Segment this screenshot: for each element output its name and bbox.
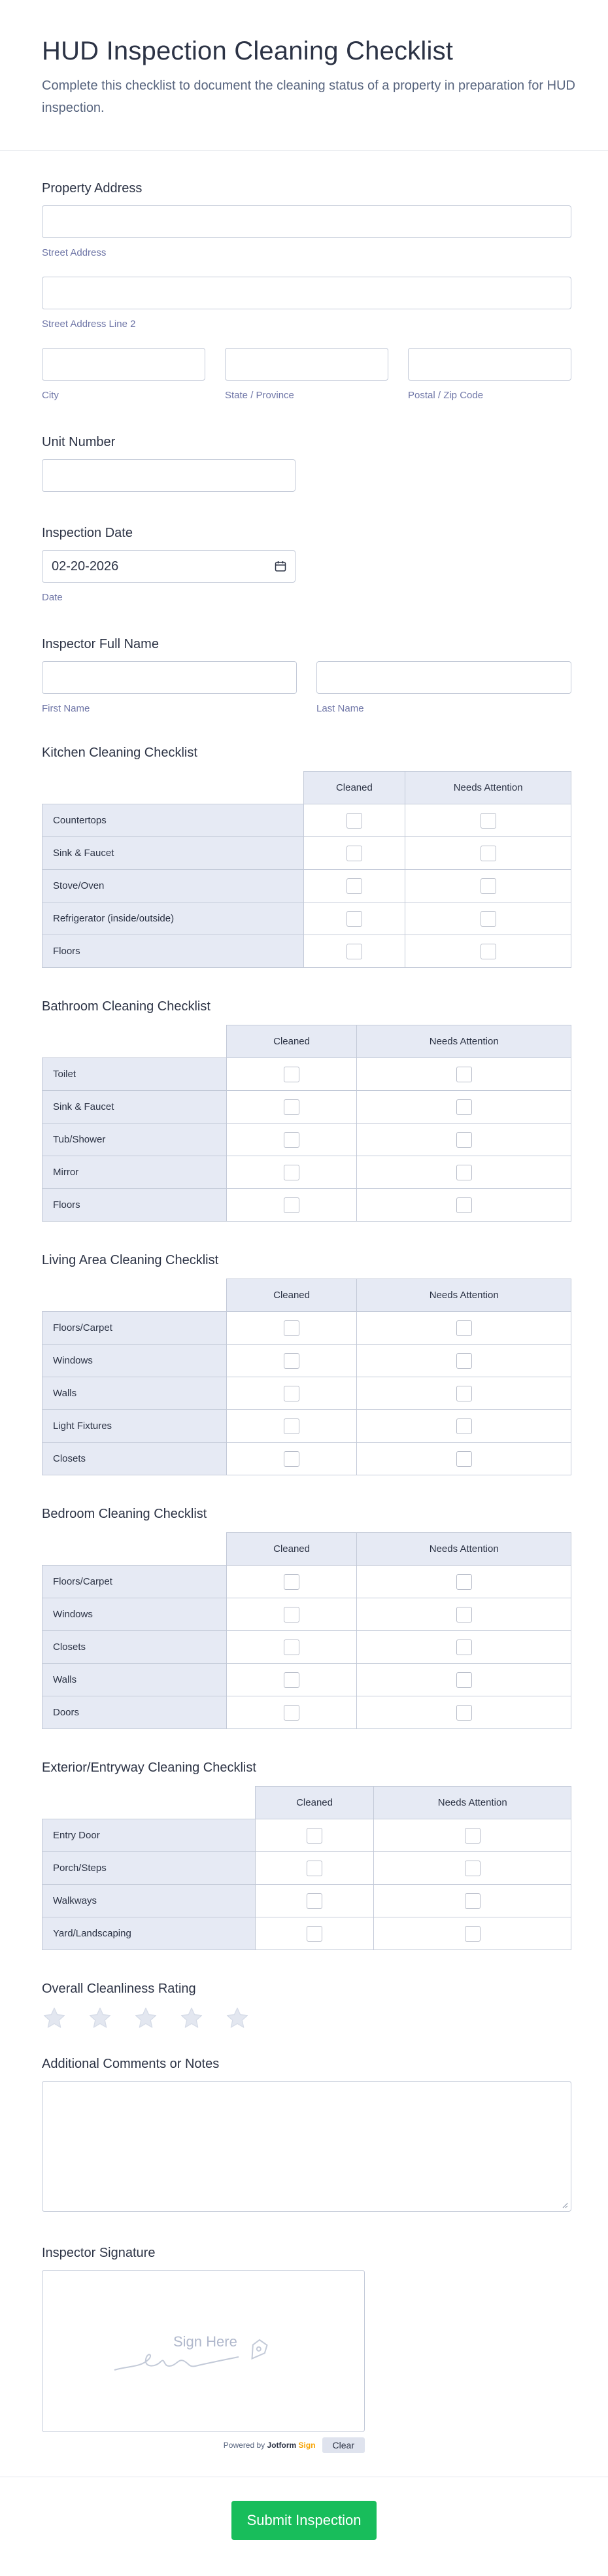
matrix-cell (226, 1566, 357, 1598)
matrix-corner (42, 1533, 227, 1566)
matrix-row (42, 804, 571, 837)
matrix-cell (303, 804, 405, 837)
state-group (225, 348, 388, 401)
checkbox[interactable] (456, 1574, 472, 1590)
matrix-row (42, 1377, 571, 1410)
matrix-corner (42, 1787, 256, 1819)
signature-placeholder: Sign Here (173, 2333, 237, 2350)
matrix-row (42, 935, 571, 968)
form-subtitle: Complete this checklist to document the cleaning status of a property in preparation for HUD inspection. (42, 78, 575, 115)
checkbox[interactable] (284, 1132, 299, 1148)
matrix-row-label: Tub/Shower (42, 1124, 227, 1156)
checkbox[interactable] (465, 1893, 481, 1909)
bathroom-matrix-table (42, 1025, 571, 1222)
matrix-cell (357, 1410, 571, 1443)
matrix-row-label: Floors (42, 935, 304, 968)
matrix-cell (226, 1124, 357, 1156)
checkbox[interactable] (307, 1861, 322, 1876)
matrix-cell (405, 902, 571, 935)
inspector-name-row (42, 661, 571, 714)
checkbox[interactable] (284, 1640, 299, 1655)
matrix-row-label: Light Fixtures (42, 1410, 227, 1443)
powered-by-text (224, 2441, 316, 2450)
matrix-cell (226, 1345, 357, 1377)
brand-name: Jotform (267, 2441, 297, 2450)
checkbox[interactable] (284, 1165, 299, 1180)
matrix-row-label: Walls (42, 1664, 227, 1696)
matrix-cell (357, 1156, 571, 1189)
matrix-row (42, 1312, 571, 1345)
kitchen-checklist-title: Kitchen Cleaning Checklist (42, 746, 197, 760)
unit-number-input[interactable] (42, 459, 296, 492)
matrix-row-label: Sink & Faucet (42, 837, 304, 870)
clear-signature-button[interactable]: Clear (322, 2437, 365, 2453)
matrix-cell (255, 1819, 374, 1852)
street-address-sublabel: Street Address (42, 247, 107, 258)
inspection-date-value: 02-20-2026 (52, 558, 119, 574)
first-name-group (42, 661, 297, 714)
exterior-matrix-table (42, 1786, 571, 1950)
matrix-column-header: Cleaned (226, 1533, 357, 1566)
matrix-cell (357, 1345, 571, 1377)
matrix-row-label: Sink & Faucet (42, 1091, 227, 1124)
last-name-sublabel: Last Name (316, 703, 364, 714)
matrix-cell (357, 1696, 571, 1729)
checkbox[interactable] (346, 944, 362, 959)
checkbox[interactable] (481, 813, 496, 829)
matrix-row (42, 1598, 571, 1631)
matrix-cell (255, 1917, 374, 1950)
matrix-row-label: Entry Door (42, 1819, 256, 1852)
matrix-cell (357, 1598, 571, 1631)
comments-field (42, 2057, 571, 2212)
checkbox[interactable] (307, 1828, 322, 1844)
matrix-cell (357, 1443, 571, 1475)
exterior-checklist-title: Exterior/Entryway Cleaning Checklist (42, 1760, 256, 1775)
matrix-cell (226, 1156, 357, 1189)
matrix-column-header: Needs Attention (405, 772, 571, 804)
signature-label: Inspector Signature (42, 2246, 156, 2260)
signature-pad[interactable] (42, 2270, 365, 2432)
matrix-row (42, 1124, 571, 1156)
state-sublabel: State / Province (225, 390, 294, 401)
matrix-column-header: Needs Attention (357, 1025, 571, 1058)
inspector-name-label: Inspector Full Name (42, 637, 159, 651)
star-icon[interactable] (42, 2006, 67, 2031)
star-icon[interactable] (88, 2006, 112, 2031)
checkbox[interactable] (284, 1451, 299, 1467)
matrix-cell (303, 902, 405, 935)
kitchen-checklist (42, 746, 571, 968)
inspection-date-label: Inspection Date (42, 526, 133, 540)
matrix-column-header: Needs Attention (357, 1279, 571, 1312)
matrix-row-label: Walkways (42, 1885, 256, 1917)
checkbox[interactable] (465, 1828, 481, 1844)
checkbox[interactable] (465, 1861, 481, 1876)
unit-number-field (42, 435, 571, 492)
matrix-cell (357, 1377, 571, 1410)
matrix-column-header: Needs Attention (357, 1533, 571, 1566)
checkbox[interactable] (456, 1353, 472, 1369)
zip-sublabel: Postal / Zip Code (408, 390, 484, 401)
matrix-row (42, 1091, 571, 1124)
matrix-row-label: Floors (42, 1189, 227, 1222)
matrix-row (42, 1156, 571, 1189)
inspection-date-sublabel: Date (42, 592, 63, 603)
checkbox[interactable] (456, 1451, 472, 1467)
matrix-row (42, 1058, 571, 1091)
first-name-sublabel: First Name (42, 703, 90, 714)
matrix-row-label: Stove/Oven (42, 870, 304, 902)
matrix-corner (42, 1025, 227, 1058)
checkbox[interactable] (456, 1418, 472, 1434)
checkbox[interactable] (346, 911, 362, 927)
matrix-cell (357, 1058, 571, 1091)
zip-group (408, 348, 571, 401)
signature-field (42, 2246, 571, 2453)
matrix-row-label: Floors/Carpet (42, 1312, 227, 1345)
matrix-cell (226, 1058, 357, 1091)
checkbox[interactable] (284, 1099, 299, 1115)
matrix-row-label: Countertops (42, 804, 304, 837)
exterior-checklist (42, 1760, 571, 1950)
checkbox[interactable] (346, 878, 362, 894)
inspection-date-input[interactable] (42, 550, 296, 583)
calendar-icon[interactable] (274, 560, 287, 573)
matrix-row-label: Doors (42, 1696, 227, 1729)
matrix-cell (226, 1664, 357, 1696)
unit-number-label: Unit Number (42, 435, 116, 449)
matrix-cell (303, 837, 405, 870)
checkbox[interactable] (456, 1132, 472, 1148)
checkbox[interactable] (456, 1705, 472, 1721)
matrix-row-label: Toilet (42, 1058, 227, 1091)
living-area-checklist-title: Living Area Cleaning Checklist (42, 1253, 219, 1267)
matrix-row-label: Porch/Steps (42, 1852, 256, 1885)
checkbox[interactable] (284, 1418, 299, 1434)
form-header (0, 0, 608, 151)
checkbox[interactable] (481, 911, 496, 927)
star-icon[interactable] (179, 2006, 204, 2031)
city-sublabel: City (42, 390, 59, 401)
matrix-cell (405, 935, 571, 968)
matrix-cell (226, 1091, 357, 1124)
matrix-cell (226, 1410, 357, 1443)
checkbox[interactable] (307, 1893, 322, 1909)
matrix-cell (255, 1885, 374, 1917)
street-address-line2-input[interactable] (42, 277, 571, 309)
street-address-input[interactable] (42, 205, 571, 238)
checkbox[interactable] (456, 1386, 472, 1401)
matrix-column-header: Cleaned (226, 1279, 357, 1312)
state-input[interactable] (225, 348, 388, 381)
matrix-cell (357, 1189, 571, 1222)
matrix-row (42, 1917, 571, 1950)
checkbox[interactable] (481, 846, 496, 861)
checkbox[interactable] (465, 1926, 481, 1942)
brand-sign: Sign (298, 2441, 316, 2450)
last-name-group (316, 661, 571, 714)
matrix-cell (357, 1566, 571, 1598)
checkbox[interactable] (307, 1926, 322, 1942)
form-body (0, 181, 608, 2453)
checkbox[interactable] (284, 1574, 299, 1590)
property-address-field (42, 181, 571, 401)
form-footer (0, 2477, 608, 2576)
matrix-cell (374, 1819, 571, 1852)
checkbox[interactable] (456, 1165, 472, 1180)
matrix-row-label: Closets (42, 1631, 227, 1664)
star-icon[interactable] (133, 2006, 158, 2031)
matrix-row (42, 1819, 571, 1852)
checkbox[interactable] (481, 944, 496, 959)
cleanliness-rating-field (42, 1982, 571, 2031)
matrix-cell (303, 935, 405, 968)
city-group (42, 348, 205, 401)
checkbox[interactable] (284, 1705, 299, 1721)
matrix-row (42, 1410, 571, 1443)
checkbox[interactable] (456, 1320, 472, 1336)
checkbox[interactable] (456, 1640, 472, 1655)
matrix-cell (226, 1598, 357, 1631)
checkbox[interactable] (456, 1672, 472, 1688)
city-input[interactable] (42, 348, 205, 381)
checkbox[interactable] (284, 1607, 299, 1623)
matrix-row (42, 1664, 571, 1696)
matrix-corner (42, 1279, 227, 1312)
matrix-cell (226, 1443, 357, 1475)
matrix-row-label: Mirror (42, 1156, 227, 1189)
checkbox[interactable] (284, 1386, 299, 1401)
bedroom-checklist-title: Bedroom Cleaning Checklist (42, 1507, 207, 1521)
matrix-cell (374, 1917, 571, 1950)
bathroom-checklist (42, 999, 571, 1222)
inspector-name-field (42, 637, 571, 714)
matrix-row (42, 1852, 571, 1885)
matrix-cell (226, 1189, 357, 1222)
matrix-cell (255, 1852, 374, 1885)
matrix-row-label: Windows (42, 1598, 227, 1631)
matrix-row-label: Yard/Landscaping (42, 1917, 256, 1950)
matrix-cell (357, 1124, 571, 1156)
checkbox[interactable] (284, 1197, 299, 1213)
matrix-row (42, 1189, 571, 1222)
matrix-cell (357, 1091, 571, 1124)
matrix-row (42, 1345, 571, 1377)
matrix-row (42, 1631, 571, 1664)
star-rating (42, 2006, 571, 2031)
cleanliness-rating-label: Overall Cleanliness Rating (42, 1982, 196, 1996)
matrix-cell (374, 1885, 571, 1917)
matrix-cell (357, 1631, 571, 1664)
matrix-column-header: Cleaned (226, 1025, 357, 1058)
matrix-row (42, 1566, 571, 1598)
checkbox[interactable] (456, 1197, 472, 1213)
matrix-row (42, 902, 571, 935)
matrix-cell (405, 837, 571, 870)
bathroom-checklist-title: Bathroom Cleaning Checklist (42, 999, 211, 1014)
checkbox[interactable] (456, 1099, 472, 1115)
matrix-cell (357, 1312, 571, 1345)
powered-by-label: Powered by (223, 2441, 265, 2450)
checkbox[interactable] (284, 1672, 299, 1688)
signature-footer (42, 2437, 365, 2453)
matrix-row (42, 1696, 571, 1729)
matrix-cell (357, 1664, 571, 1696)
matrix-cell (303, 870, 405, 902)
submit-button[interactable]: Submit Inspection (231, 2501, 377, 2540)
checkbox[interactable] (456, 1607, 472, 1623)
comments-textarea[interactable] (42, 2081, 571, 2212)
city-state-zip-row (42, 348, 571, 401)
matrix-cell (226, 1377, 357, 1410)
first-name-input[interactable] (42, 661, 297, 694)
matrix-row-label: Refrigerator (inside/outside) (42, 902, 304, 935)
matrix-column-header: Needs Attention (374, 1787, 571, 1819)
kitchen-matrix-table (42, 771, 571, 968)
resize-handle-icon[interactable] (562, 2202, 568, 2208)
zip-input[interactable] (408, 348, 571, 381)
checkbox[interactable] (284, 1353, 299, 1369)
property-address-label: Property Address (42, 181, 143, 196)
matrix-row-label: Walls (42, 1377, 227, 1410)
matrix-column-header: Cleaned (303, 772, 405, 804)
last-name-input[interactable] (316, 661, 571, 694)
matrix-row (42, 1885, 571, 1917)
matrix-cell (405, 870, 571, 902)
bedroom-matrix-table (42, 1532, 571, 1729)
comments-label: Additional Comments or Notes (42, 2057, 220, 2071)
checkbox[interactable] (456, 1067, 472, 1082)
inspection-date-field (42, 526, 571, 603)
matrix-row (42, 837, 571, 870)
matrix-row (42, 870, 571, 902)
matrix-row-label: Closets (42, 1443, 227, 1475)
checkbox[interactable] (346, 813, 362, 829)
checkbox[interactable] (481, 878, 496, 894)
matrix-column-header: Cleaned (255, 1787, 374, 1819)
star-icon[interactable] (225, 2006, 250, 2031)
checkbox[interactable] (284, 1067, 299, 1082)
matrix-cell (405, 804, 571, 837)
bedroom-checklist (42, 1507, 571, 1729)
matrix-cell (226, 1312, 357, 1345)
checkbox[interactable] (346, 846, 362, 861)
matrix-row-label: Floors/Carpet (42, 1566, 227, 1598)
living-area-checklist (42, 1253, 571, 1475)
matrix-cell (374, 1852, 571, 1885)
checkbox[interactable] (284, 1320, 299, 1336)
street-address-line2-sublabel: Street Address Line 2 (42, 318, 136, 330)
living-area-matrix-table (42, 1279, 571, 1475)
matrix-corner (42, 772, 304, 804)
matrix-row-label: Windows (42, 1345, 227, 1377)
matrix-row (42, 1443, 571, 1475)
matrix-cell (226, 1631, 357, 1664)
matrix-cell (226, 1696, 357, 1729)
form-title: HUD Inspection Cleaning Checklist (42, 37, 454, 65)
